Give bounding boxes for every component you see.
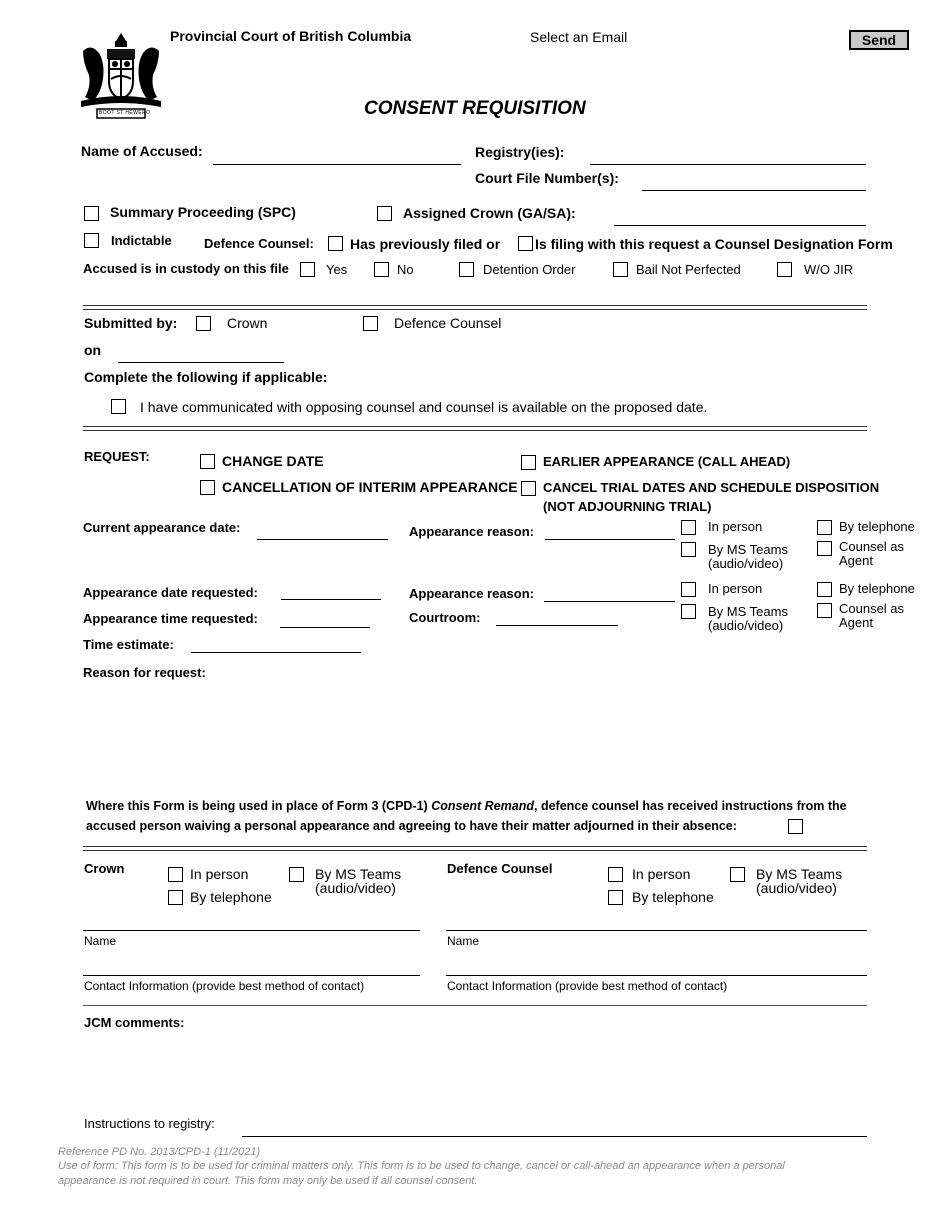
instructions-registry-label: Instructions to registry: bbox=[84, 1116, 215, 1131]
requested-telephone-checkbox[interactable] bbox=[817, 582, 832, 597]
form3-text-b: , defence counsel has received instructions from the bbox=[534, 799, 847, 813]
counsel-agent-line1: Counsel as bbox=[839, 601, 905, 616]
bail-not-perfected-checkbox[interactable] bbox=[613, 262, 628, 277]
current-appearance-date-label: Current appearance date: bbox=[83, 520, 241, 535]
crown-telephone-label: By telephone bbox=[190, 889, 272, 905]
defence-contact-label: Contact Information (provide best method of contact) bbox=[447, 979, 728, 993]
assigned-crown-checkbox[interactable] bbox=[377, 206, 392, 221]
divider bbox=[83, 426, 867, 431]
form3-notice-line2: accused person waiving a personal appearance and agreeing to have their matter adjourned in their absence: bbox=[86, 819, 737, 833]
reason-for-request-label: Reason for request: bbox=[83, 665, 206, 680]
registries-field[interactable] bbox=[590, 164, 866, 165]
current-appearance-date-field[interactable] bbox=[257, 539, 388, 540]
defence-name-label: Name bbox=[447, 934, 480, 948]
form3-notice-line1 bbox=[86, 799, 847, 813]
ms-teams-line2: (audio/video) bbox=[708, 556, 784, 571]
detention-order-label: Detention Order bbox=[483, 262, 576, 277]
indictable-label: Indictable bbox=[111, 233, 172, 248]
divider bbox=[83, 1005, 867, 1006]
assigned-crown-label: Assigned Crown (GA/SA): bbox=[403, 205, 576, 221]
appearance-reason-2-field[interactable] bbox=[544, 601, 675, 602]
select-email-dropdown[interactable]: Select an Email bbox=[530, 29, 628, 45]
defence-ms-teams-label bbox=[756, 867, 842, 895]
footer-use-line2: appearance is not required in court. This form may only be used if all counsel consent. bbox=[58, 1175, 478, 1187]
appearance-time-requested-label: Appearance time requested: bbox=[83, 611, 258, 626]
custody-yes-label: Yes bbox=[326, 262, 348, 277]
defence-in-person-label: In person bbox=[632, 866, 691, 882]
page-title: CONSENT REQUISITION bbox=[364, 98, 586, 119]
cancel-trial-label: CANCEL TRIAL DATES AND SCHEDULE DISPOSITION bbox=[543, 480, 880, 495]
crown-in-person-label: In person bbox=[190, 866, 249, 882]
defence-ms-teams-checkbox[interactable] bbox=[730, 867, 745, 882]
custody-no-checkbox[interactable] bbox=[374, 262, 389, 277]
defence-telephone-label: By telephone bbox=[632, 889, 714, 905]
cancellation-interim-checkbox[interactable] bbox=[200, 480, 215, 495]
ms-teams-line1: By MS Teams bbox=[315, 866, 402, 882]
crown-contact-field[interactable] bbox=[83, 975, 420, 976]
current-in-person-label: In person bbox=[708, 519, 763, 534]
appearance-reason-field[interactable] bbox=[545, 539, 675, 540]
defence-name-field[interactable] bbox=[446, 930, 867, 931]
submitted-crown-checkbox[interactable] bbox=[196, 316, 211, 331]
crown-ms-teams-label bbox=[315, 867, 401, 895]
requested-ms-teams-label bbox=[708, 605, 788, 633]
instructions-registry-field[interactable] bbox=[242, 1136, 867, 1137]
on-label: on bbox=[84, 342, 102, 358]
submitted-defence-checkbox[interactable] bbox=[363, 316, 378, 331]
appearance-reason-2-label: Appearance reason: bbox=[409, 586, 534, 601]
earlier-appearance-checkbox[interactable] bbox=[521, 455, 536, 470]
earlier-appearance-label: EARLIER APPEARANCE (CALL AHEAD) bbox=[543, 454, 791, 469]
time-estimate-field[interactable] bbox=[191, 652, 361, 653]
custody-yes-checkbox[interactable] bbox=[300, 262, 315, 277]
cancel-trial-checkbox[interactable] bbox=[521, 481, 536, 496]
counsel-agent-line1: Counsel as bbox=[839, 539, 905, 554]
crown-ms-teams-checkbox[interactable] bbox=[289, 867, 304, 882]
current-counsel-agent-label bbox=[839, 540, 904, 568]
ms-teams-line1: By MS Teams bbox=[756, 866, 843, 882]
custody-label: Accused is in custody on this file bbox=[83, 261, 289, 276]
previously-filed-checkbox[interactable] bbox=[328, 236, 343, 251]
defence-counsel-label: Defence Counsel: bbox=[204, 236, 314, 251]
is-filing-checkbox[interactable] bbox=[518, 236, 533, 251]
submitted-crown-label: Crown bbox=[227, 315, 268, 331]
change-date-label: CHANGE DATE bbox=[222, 453, 324, 469]
communicated-label: I have communicated with opposing counsel and counsel is available on the proposed date. bbox=[140, 399, 708, 415]
submitted-defence-label: Defence Counsel bbox=[394, 315, 502, 331]
appearance-date-requested-label: Appearance date requested: bbox=[83, 585, 258, 600]
requested-in-person-checkbox[interactable] bbox=[681, 582, 696, 597]
name-of-accused-field[interactable] bbox=[213, 164, 461, 165]
court-name: Provincial Court of British Columbia bbox=[170, 28, 412, 44]
court-file-numbers-label: Court File Number(s): bbox=[475, 170, 619, 186]
requested-telephone-label: By telephone bbox=[839, 581, 915, 596]
ms-teams-line2: (audio/video) bbox=[708, 618, 784, 633]
time-estimate-label: Time estimate: bbox=[83, 637, 174, 652]
crown-sig-label: Crown bbox=[84, 861, 125, 876]
cancel-trial-label-2: (NOT ADJOURNING TRIAL) bbox=[543, 499, 712, 514]
requested-ms-teams-checkbox[interactable] bbox=[681, 604, 696, 619]
coat-of-arms-logo bbox=[77, 31, 165, 121]
appearance-time-requested-field[interactable] bbox=[280, 627, 370, 628]
courtroom-field[interactable] bbox=[496, 625, 618, 626]
courtroom-label: Courtroom: bbox=[409, 610, 481, 625]
current-in-person-checkbox[interactable] bbox=[681, 520, 696, 535]
registries-label: Registry(ies): bbox=[475, 144, 565, 160]
crown-name-label: Name bbox=[84, 934, 117, 948]
complete-following-label: Complete the following if applicable: bbox=[84, 369, 328, 385]
defence-telephone-checkbox[interactable] bbox=[608, 890, 623, 905]
counsel-agent-line2: Agent bbox=[839, 553, 873, 568]
crown-in-person-checkbox[interactable] bbox=[168, 867, 183, 882]
current-ms-teams-checkbox[interactable] bbox=[681, 542, 696, 557]
wo-jir-checkbox[interactable] bbox=[777, 262, 792, 277]
reason-for-request-textarea[interactable] bbox=[83, 684, 867, 784]
counsel-agent-line2: Agent bbox=[839, 615, 873, 630]
ms-teams-line2: (audio/video) bbox=[315, 880, 396, 896]
ms-teams-line1: By MS Teams bbox=[708, 542, 788, 557]
name-of-accused-label: Name of Accused: bbox=[81, 143, 203, 159]
defence-sig-label: Defence Counsel bbox=[447, 861, 553, 876]
submitted-by-label: Submitted by: bbox=[84, 315, 178, 331]
communicated-checkbox[interactable] bbox=[111, 399, 126, 414]
jcm-comments-label: JCM comments: bbox=[84, 1015, 185, 1030]
requested-counsel-agent-label bbox=[839, 602, 904, 630]
crown-telephone-checkbox[interactable] bbox=[168, 890, 183, 905]
previously-filed-label: Has previously filed or bbox=[350, 236, 501, 252]
crown-name-field[interactable] bbox=[83, 930, 420, 931]
appearance-reason-label: Appearance reason: bbox=[409, 524, 534, 539]
wo-jir-label: W/O JIR bbox=[804, 262, 854, 277]
is-filing-label: Is filing with this request a Counsel Designation Form bbox=[535, 236, 893, 252]
defence-contact-field[interactable] bbox=[446, 975, 867, 976]
form3-text-em: Consent Remand bbox=[431, 799, 534, 813]
current-ms-teams-label bbox=[708, 543, 788, 571]
ms-teams-line1: By MS Teams bbox=[708, 604, 788, 619]
send-button[interactable]: Send bbox=[849, 30, 909, 50]
crown-contact-label: Contact Information (provide best method of contact) bbox=[84, 979, 365, 993]
current-counsel-agent-checkbox[interactable] bbox=[817, 541, 832, 556]
requested-in-person-label: In person bbox=[708, 581, 763, 596]
custody-no-label: No bbox=[397, 262, 414, 277]
change-date-checkbox[interactable] bbox=[200, 454, 215, 469]
divider bbox=[83, 305, 867, 310]
appearance-date-requested-field[interactable] bbox=[281, 599, 381, 600]
jcm-comments-textarea[interactable] bbox=[83, 1034, 867, 1104]
footer-use-line1: Use of form: This form is to be used for criminal matters only. This form is to be used to change, cancel or call-ahead an appearance when a personal bbox=[58, 1160, 785, 1172]
defence-in-person-checkbox[interactable] bbox=[608, 867, 623, 882]
ms-teams-line2: (audio/video) bbox=[756, 880, 837, 896]
request-label: REQUEST: bbox=[84, 449, 150, 464]
current-telephone-label: By telephone bbox=[839, 519, 915, 534]
form3-text-a: Where this Form is being used in place of Form 3 (CPD-1) bbox=[86, 799, 428, 813]
form3-waiver-checkbox[interactable] bbox=[788, 819, 803, 834]
summary-proceeding-checkbox[interactable] bbox=[84, 206, 99, 221]
cancellation-interim-label: CANCELLATION OF INTERIM APPEARANCE bbox=[222, 479, 518, 495]
court-file-numbers-field[interactable] bbox=[642, 190, 866, 191]
divider bbox=[83, 846, 867, 851]
footer-reference: Reference PD No. 2013/CPD-1 (11/2021) bbox=[58, 1146, 261, 1158]
summary-proceeding-label: Summary Proceeding (SPC) bbox=[110, 204, 296, 220]
submitted-on-date-field[interactable] bbox=[118, 362, 284, 363]
indictable-checkbox[interactable] bbox=[84, 233, 99, 248]
detention-order-checkbox[interactable] bbox=[459, 262, 474, 277]
requested-counsel-agent-checkbox[interactable] bbox=[817, 603, 832, 618]
assigned-crown-field[interactable] bbox=[614, 225, 866, 226]
bail-not-perfected-label: Bail Not Perfected bbox=[636, 262, 741, 277]
current-telephone-checkbox[interactable] bbox=[817, 520, 832, 535]
coat-motto: BOOT ST HEWERO bbox=[99, 110, 151, 116]
